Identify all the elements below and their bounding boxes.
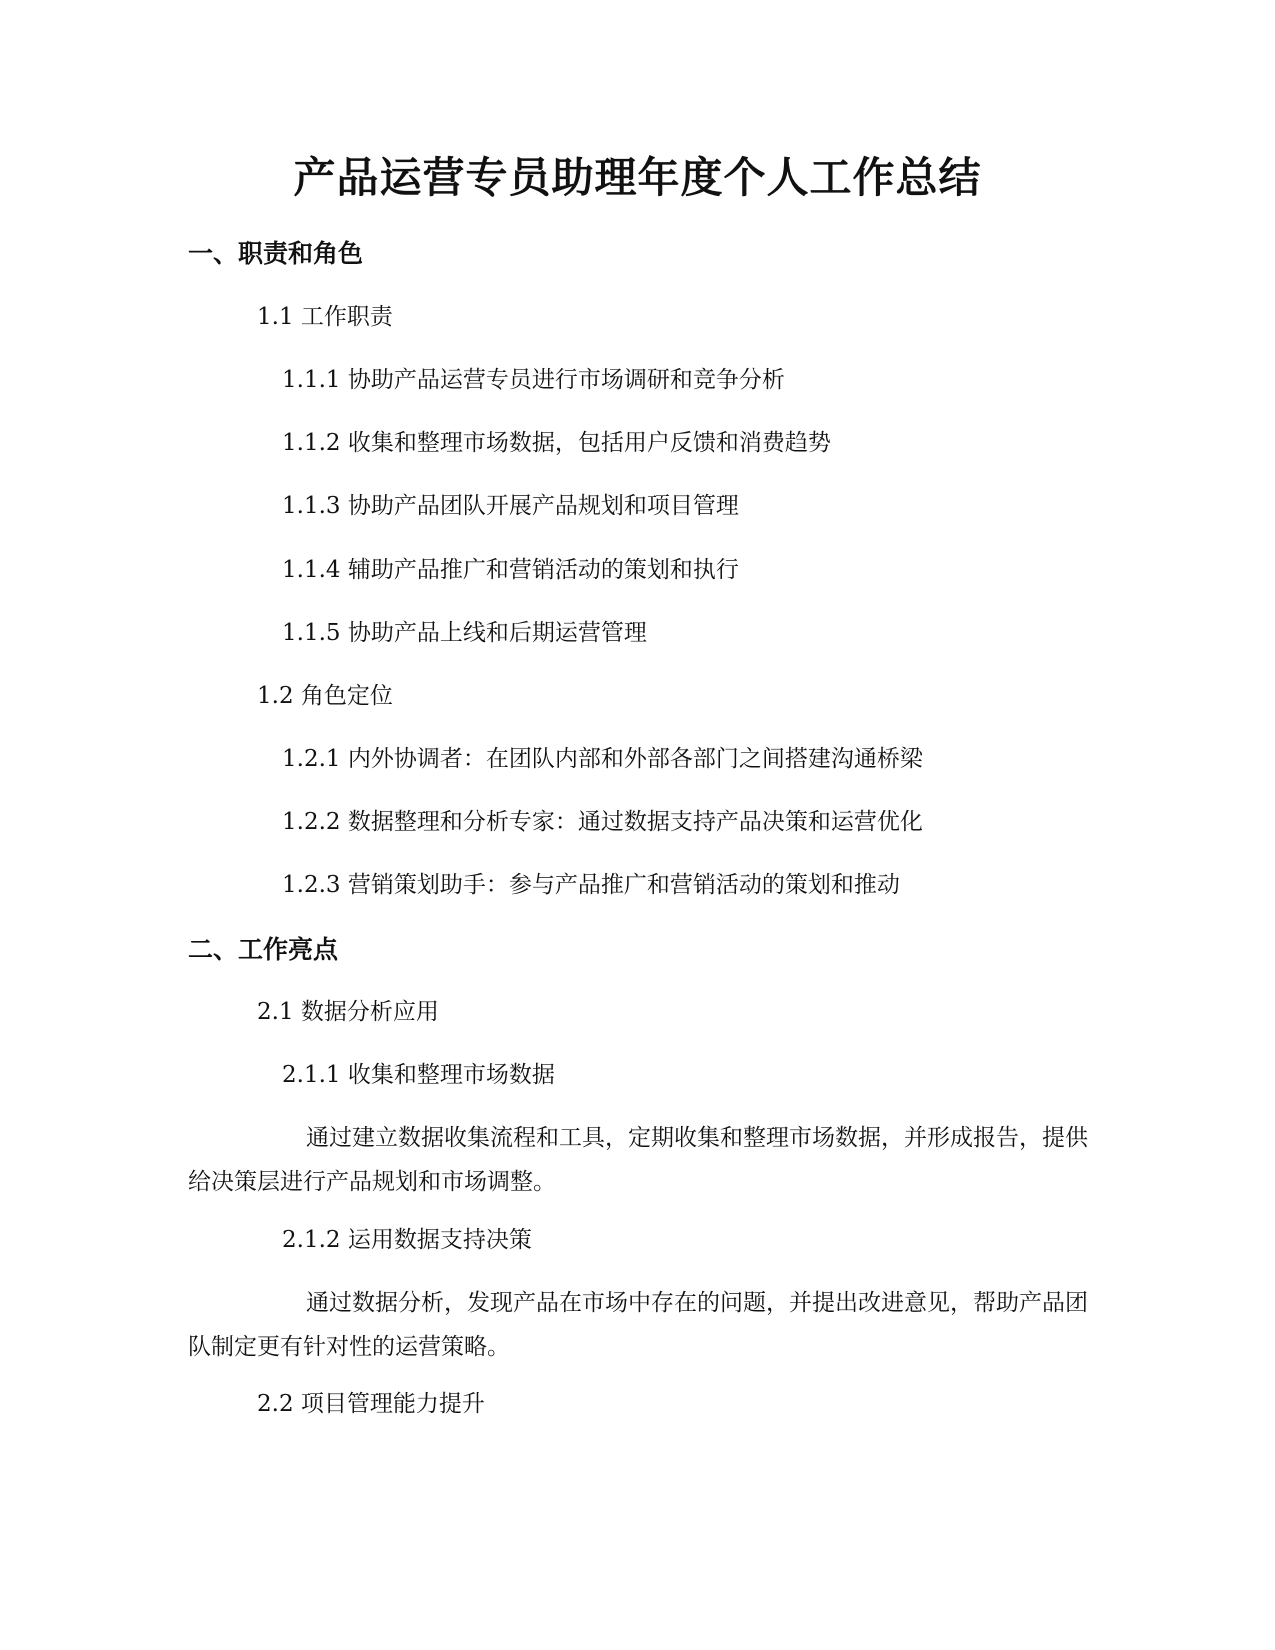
- item-2-1-1-heading: 2.1.1 收集和整理市场数据: [282, 1062, 555, 1088]
- list-item: 1.1.1 协助产品运营专员进行市场调研和竞争分析: [282, 367, 785, 393]
- list-item: 1.2.1 内外协调者：在团队内部和外部各部门之间搭建沟通桥梁: [282, 746, 923, 772]
- list-item: 1.2.3 营销策划助手：参与产品推广和营销活动的策划和推动: [282, 872, 900, 898]
- subsection-1-2-heading: 1.2 角色定位: [257, 683, 393, 709]
- item-2-1-2-paragraph: 通过数据分析，发现产品在市场中存在的问题，并提出改进意见，帮助产品团队制定更有针对性的运营策略。: [188, 1290, 1088, 1360]
- subsection-2-1-heading: 2.1 数据分析应用: [257, 999, 439, 1025]
- list-item: 1.1.4 辅助产品推广和营销活动的策划和执行: [282, 557, 739, 583]
- section-1-heading: 一、职责和角色: [188, 239, 364, 268]
- document-title: 产品运营专员助理年度个人工作总结: [293, 153, 982, 202]
- list-item: 1.1.5 协助产品上线和后期运营管理: [282, 620, 647, 646]
- list-item: 1.2.2 数据整理和分析专家：通过数据支持产品决策和运营优化: [282, 809, 923, 835]
- subsection-2-2-heading: 2.2 项目管理能力提升: [257, 1391, 485, 1417]
- subsection-1-1-heading: 1.1 工作职责: [257, 304, 393, 330]
- section-2-heading: 二、工作亮点: [188, 935, 339, 964]
- list-item: 1.1.2 收集和整理市场数据，包括用户反馈和消费趋势: [282, 430, 831, 456]
- item-2-1-2-heading: 2.1.2 运用数据支持决策: [282, 1227, 532, 1253]
- list-item: 1.1.3 协助产品团队开展产品规划和项目管理: [282, 493, 739, 519]
- item-2-1-1-paragraph: 通过建立数据收集流程和工具，定期收集和整理市场数据，并形成报告，提供给决策层进行产品规划和市场调整。: [188, 1125, 1088, 1195]
